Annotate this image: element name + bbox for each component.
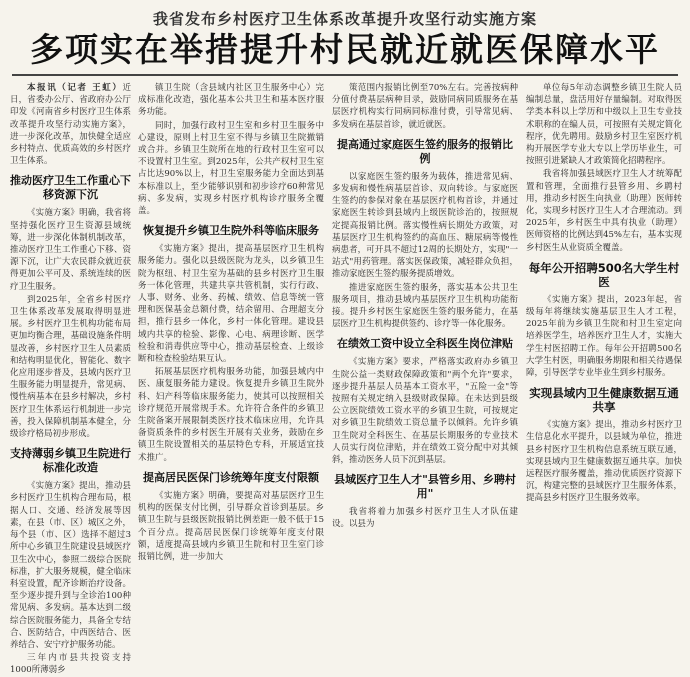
subheading: 每年公开招聘500名大学生村医: [528, 260, 680, 289]
subheading: 恢复提升乡镇卫生院外科等临床服务: [143, 224, 319, 238]
paragraph: 我省将加强县域医疗卫生人才统筹配置和管理，全面推行县管乡用、乡聘村用，推动乡村医生向执业（助理）医师转化，实现乡村医疗卫生人才合理流动。到2025年，乡村医生中具有执业（助理）医师资格的比例达到45%左右，基本实现乡村医生从业资质全覆盖。: [526, 169, 682, 253]
paragraph: 《实施方案》提出，2023年起，省级每年将继续实施基层卫生人才工程，2025年前为乡镇卫生院和村卫生室定向培养医学生，培养医疗卫生人才，实施大学生村医招聘工作。每年公开招聘500名大学生村医，明确服务期限和相关待遇保障，引导医学专业毕业生到乡村服务。: [526, 294, 682, 379]
subheading: 实现县域内卫生健康数据互通共享: [529, 386, 679, 415]
paragraph: 镇卫生院（含县域内社区卫生服务中心）完成标准化改造，强化基本公共卫生和基本医疗服务功能。: [138, 83, 324, 118]
subheading: 提高居民医保门诊统筹年度支付限额: [143, 470, 319, 484]
paragraph: 策范围内报销比例至70%左右。完善按病种分值付费基层病种目录，鼓励同病同质服务在基层医疗机构实行同病同标准付费，引导常见病、多发病在基层首诊，就近就医。: [332, 83, 518, 130]
paragraph: 《实施方案》明确，要提高对基层医疗卫生机构的医保支付比例，引导群众首诊到基层。乡镇卫生院与县级医院报销比例差距一般不低于15个百分点。提高居民医保门诊统筹年度支付限额，适度提高县域内乡镇卫生院和村卫生室门诊报销比例，进一步加大: [138, 490, 324, 562]
subheading: 推动医疗卫生工作重心下移资源下沉: [10, 174, 131, 202]
paragraph: 《实施方案》提出，推动县乡村医疗卫生机构合理布局，根据人口、交通、经济发展等因素，在县（市、区）城区之外，每个县（市、区）选择不超过3所中心乡镇卫生院建设县域医疗卫生次中心，参照二级综合医院标准，扩大服务规模，健全临床科室设置，配齐诊断治疗设备。至少逐步提升到与全诊治100种常见病、多发病。基本达到二级综合医院服务能力，具备全专结合、医防结合，中西医结合、医养结合、安宁疗护服务功能。: [10, 481, 131, 650]
subheading: 提高通过家庭医生签约服务的报销比例: [337, 137, 513, 165]
byline: 本报讯（记者 王虹）: [27, 83, 123, 93]
main-headline: 多项实在举措提升村民就近就医保障水平: [30, 30, 660, 69]
paragraph: 我省将着力加强乡村医疗卫生人才队伍建设。以县为: [332, 507, 518, 530]
lead-paragraph: 本报讯（记者 王虹）近日，省委办公厅、省政府办公厅印发《河南省乡村医疗卫生体系改革提升攻坚行动实施方案》，进一步深化改革，加快健全适应乡村特点、优质高效的乡村医疗卫生体系。: [10, 83, 131, 167]
headline-divider: [12, 74, 678, 76]
subheading: 县域医疗卫生人才"县管乡用、乡聘村用": [334, 473, 516, 501]
column-4: [526, 82, 682, 504]
paragraph: 以家庭医生签约服务为载体，推进常见病、多发病和慢性病基层首诊、双向转诊。与家庭医生签约的参保对象在基层医疗机构首诊，并通过家庭医生转诊到县域内上级医院诊治的，按照规定提高报销比例。落实慢性病长期处方政策，对基层医疗卫生机构签约的高血压、糖尿病等慢性病患者，可开具不超过12周的长期处方，实现"一站式"用药管理。落实医保政策，减轻群众负担，推动家庭医生签约服务提质增效。: [332, 171, 518, 280]
paragraph: 三年内市县共投资支持1000所薄弱乡: [10, 653, 131, 676]
column-3: [332, 82, 518, 530]
subheading: 在绩效工资中设立全科医生岗位津贴: [337, 337, 513, 351]
column-1: [10, 82, 131, 676]
subheading: 支持薄弱乡镇卫生院进行标准化改造: [10, 447, 131, 475]
paragraph: 拓展基层医疗机构服务功能，加强县域内中医、康复服务能力建设。恢复提升乡镇卫生院外科、妇产科等临床服务能力，使其可以按照相关诊疗规范开展常规手术。允许符合条件的乡镇卫生院备案开展限制类医疗技术临床应用，允许具备资质条件的乡村医生开展有关业务，鼓励在乡镇卫生院设置相关的基层特色专科，开展适宜技术推广。: [138, 367, 324, 463]
column-2: [138, 82, 324, 562]
kicker-headline: 我省发布乡村医疗卫生体系改革提升攻坚行动实施方案: [152, 10, 537, 28]
paragraph: 单位每5年动态调整乡镇卫生院人员编制总量，盘活用好存量编制。对取得医学类本科以上学历和中级以上卫生专业技术职称的在编人员，可按照有关规定简化程序，优先聘用。鼓励乡村卫生室医疗机构开展医学专业大专以上学历毕业生，可按照引进紧缺人才政策简化招聘程序。: [526, 83, 682, 167]
paragraph: 推进家庭医生签约服务，落实基本公共卫生服务项目，推动县域内基层医疗卫生机构功能衔接。提升乡村医生家庭医生签约服务能力，在基层医疗卫生机构提供签约、诊疗等一体化服务。: [332, 282, 518, 330]
paragraph: 同时，加强行政村卫生室和乡村卫生服务中心建设，原则上村卫生室不得与乡镇卫生院撤销或合并。乡镇卫生院所在地的行政村卫生室可以不设置村卫生室。到2025年，公共产权村卫生室占比达90%以上，村卫生室服务能力全面达到基本标准以上，至少能够识别和初步诊疗60种常见病、多发病，实现乡村医疗机构诊疗服务全覆盖。: [138, 120, 324, 217]
paragraph: 到2025年，全省乡村医疗卫生体系改革发展取得明显进展。乡村医疗卫生机构功能布局更加均衡合理，基础设施条件明显改善，乡村医疗卫生人员素质和结构明显优化，智能化、数字化应用逐步普及，县域内医疗卫生服务能力明显提升，常见病、慢性病基本在县乡村解决，乡村医疗卫生体系运行机制进一步完善，投入保障机制基本健全，分级诊疗格局初步形成。: [10, 294, 131, 440]
paragraph: 《实施方案》提出，推动乡村医疗卫生信息化水平提升，以县域为单位，推进县乡村医疗卫生机构信息系统互联互通，实现县域内卫生健康数据互通共享。加快远程医疗服务覆盖，推动优质医疗资源下沉，构建完整的县域医疗卫生服务体系，提高县乡村医疗卫生服务效率。: [526, 420, 682, 504]
paragraph: 《实施方案》提出，提高基层医疗卫生机构服务能力。强化以县级医院为龙头，以乡镇卫生院为枢纽、村卫生室为基础的县乡村医疗卫生服务一体化管理，共建共享共管机制，实行行政、人事、财务、业务、药械、绩效、信息等统一管理和医保基金总额付费，结余留用、合理超支分担，推行县乡一体化，乡村一体化管理。建设县域内共享的检验、影像、心电、病理诊断、医学检验和消毒供应等中心，推动基层检查、上级诊断和检查检验结果互认。: [138, 244, 324, 365]
paragraph: 《实施方案》明确，我省将坚持强化医疗卫生资源县域统筹，进一步深化体制机制改革，推动医疗卫生工作重心下移、资源下沉，让广大农民群众就近获得更加公平可及、系统连续的医疗卫生服务。: [10, 208, 131, 292]
paragraph: 《实施方案》要求，严格落实政府办乡镇卫生院公益一类财政保障政策和"两个允许"要求，逐步提升基层人员基本工资水平，"五险一金"等按照有关规定纳入县级财政保障。在未达到县级公立医院绩效工资水平的乡镇卫生院，可按规定对乡镇卫生院绩效工资总量予以倾斜。允许乡镇卫生院对全科医生、在基层长期服务的专业技术人员实行岗位津贴，并在绩效工资分配中对其倾斜，推动医务人员下沉到基层。: [332, 357, 518, 466]
